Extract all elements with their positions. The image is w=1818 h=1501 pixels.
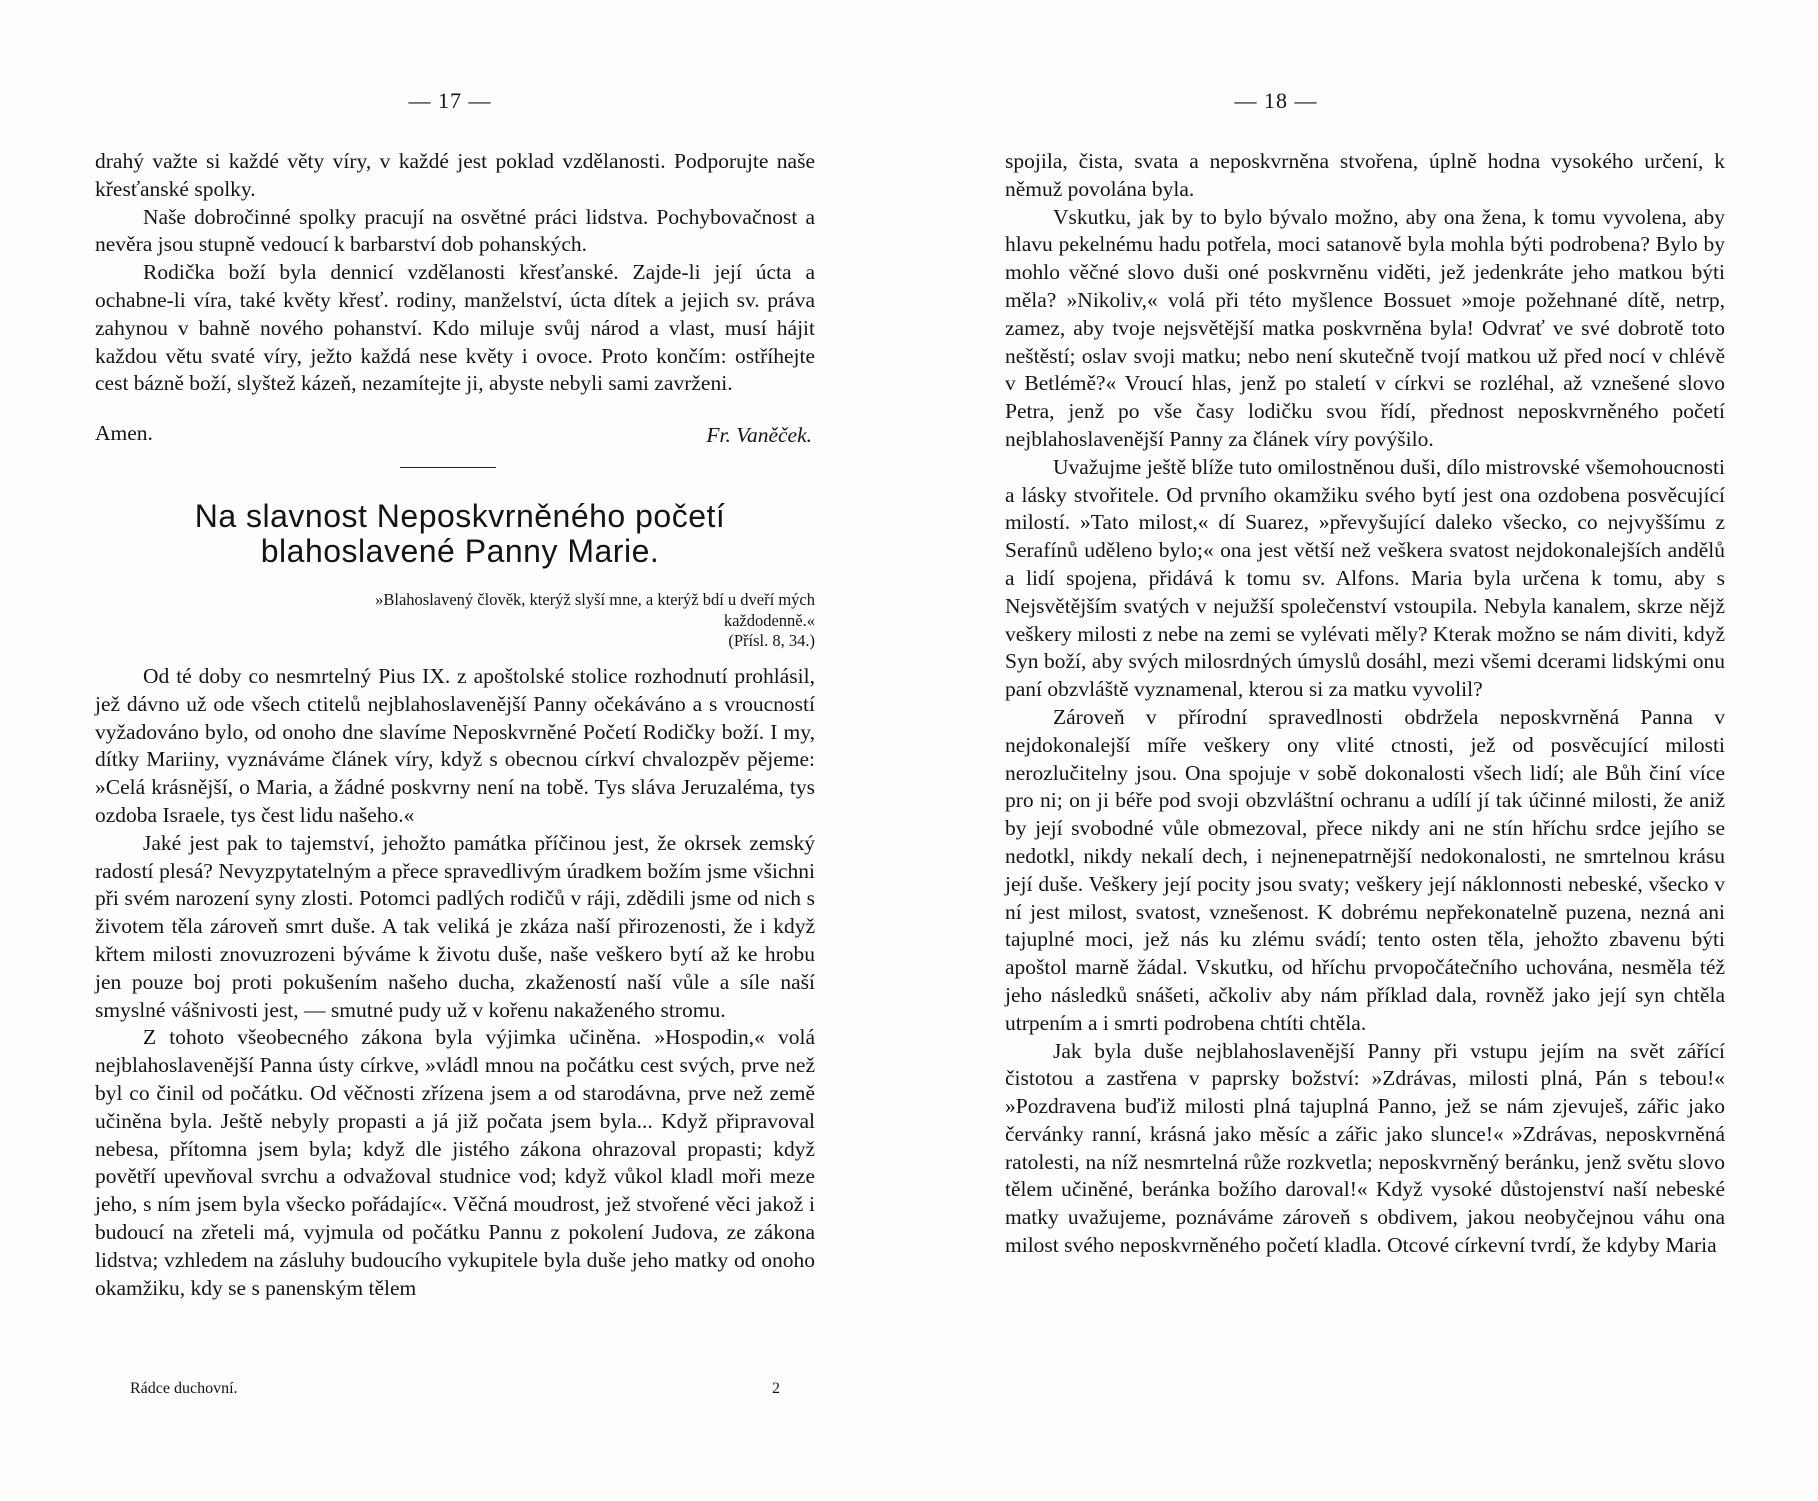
left-body-text: [95, 663, 815, 1302]
paragraph: drahý važte si každé věty víry, v každé jest poklad vzdělanosti. Podporujte naše křesťanské spolky.: [95, 149, 815, 201]
right-body-text: [1005, 148, 1725, 1260]
sheet-number: 2: [772, 1380, 780, 1397]
paragraph: spojila, čista, svata a neposkvrněna stvořena, úplně hodna vysokého určení, k němuž povolána byla.: [1005, 149, 1725, 201]
paragraph: Z tohoto všeobecného zákona byla výjimka učiněna. »Hospodin,« volá nejblahoslavenější Panna ústy církve, »vládl mnou na počátku cest svých, prve než byl co činil od počátku. Od věčnosti zřízena jsem a od starodávna, prve než země učiněna byla. Ještě nebyly propasti a já již počata jsem byla... Když připravoval nebesa, přítomna jsem byla; když dle jistého zákona ohrazoval propasti; když povětří upevňoval svrchu a odvažoval studnice vod; když vůkol kladl moři meze jeho, s ním jsem byla všecko pořádajíc«. Věčná moudrost, jež stvořené věci jakož i budoucí na zřeteli má, vyjmula od počátku Pannu z pokolení Judova, ze zákona lidstva; vzhledem na zásluhy budoucího vykupitele byla duše jeho matky od onoho okamžiku, kdy se s panenským tělem: [95, 1025, 815, 1300]
page-number: — 17 —: [408, 88, 492, 113]
paragraph: Vskutku, jak by to bylo bývalo možno, aby ona žena, k tomu vyvolena, aby hlavu pekelnému hadu potřela, moci satanově byla mohla býti podrobena? Bylo by mohlo věčné slovo duši oné poskvrněnu viděti, jež jedenkráte jeho matkou býti měla? »Nikoliv,« volá při této myšlence Bossuet »moje požehnané dítě, netrp, zamez, aby tvoje nejsvětější matka poskvrněna byla! Odvrať ve své dobrotě toto neštěstí; oslav svoji matku; nebo není skutečně tvojí matkou už před nocí v chlévě v Betlémě?« Vroucí hlas, jenž po staletí v církvi se rozléhal, až vznešené slovo Petra, jenž po vše časy lodičku svou řídí, přednost neposkvrněného početí nejblahoslavenější Panny za článek víry povýšilo.: [1005, 204, 1725, 451]
author-signature: Fr. Vaněček.: [706, 423, 812, 447]
paragraph: Jaké jest pak to tajemství, jehožto památka příčinou jest, že okrsek zemský radostí plesá? Nevyzpytatelným a přece spravedlivým úradkem božím jsme všichni při svém narození syny zlosti. Potomci padlých rodičů v ráji, zdědili jsme od nich s životem těla zároveň smrt duše. A tak veliká je zkáza naší přirozenosti, že i když křtem milosti znovuzrozeni býváme k životu duše, naše veškero bytí až ke hrobu jen pouze boj proti pokušením našeho ducha, zkažeností naší vůle a síle naší smyslné vášnivosti jest, — smutné pudy už v kořenu nakaženého stromu.: [95, 830, 815, 1022]
paragraph: Uvažujme ještě blíže tuto omilostněnou duši, dílo mistrovské všemohoucnosti a lásky stvořitele. Od prvního okamžiku svého bytí jest ona ozdobena posvěcující milostí. »Tato milost,« dí Suarez, »převyšující daleko všecko, co nejvyššímu z Serafínů uděleno bylo;« ona jest větší než veškera svatost nejdokonalejších andělů a lidí spojena, přidává k tomu sv. Alfons. Maria byla určena k tomu, aby s Nejsvětějším svatých v nejužší společenství vstoupila. Nebyla kanalem, skrze nějž veškery milosti z nebe na zemi se vylévati měly? Kterak možno se nám diviti, když Syn boží, aby svých milosrdných úmyslů dosáhl, mezi všemi dcerami lidskými onu paní obzvláště vyznamenal, kterou si za matku vyvolil?: [1005, 454, 1725, 702]
paragraph: Rodička boží byla dennicí vzdělanosti křesťanské. Zajde-li její úcta a ochabne-li víra, také květy křesť. rodiny, manželství, úcta dítek a jejich sv. práva zahynou v bahně nového pohanství. Kdo miluje svůj národ a vlast, musí hájit každou větu svaté víry, ježto každá nese květy i ovoce. Proto končím: ostříhejte cest bázně boží, slyštež kázeň, nezamítejte ji, abyste nebyli sami zavrženi.: [95, 260, 815, 396]
signature-mark: Rádce duchovní.: [130, 1380, 238, 1397]
page-number: — 18 —: [1234, 88, 1318, 113]
paragraph: Zároveň v přírodní spravedlnosti obdržela neposkvrněná Panna v nejdokonalejší míře veškery ony vlité ctnosti, jež od posvěcující milosti nerozlučitelny jsou. Ona spojuje v sobě dokonalosti všech lidí; ale Bůh činí více pro ni; on ji béře pod svoji obzvláštní ochranu a udílí jí tak účinné milosti, že aniž by její svobodné vůle obmezoval, přece nikdy ani ne stín hříchu srdce jejího se nedotkl, nikdy nekalí dech, i nejnenepatrnější nedokonalosti, ne smrtelnou krásu její duše. Veškery její pocity jsou svaty; veškery její náklonnosti nebeské, všecko v ní jest milost, svatost, vznešenost. K dobrému nepřekonatelně puzena, nezná ani tajuplné moci, jež nás ku zlému svádí; tento osten těla, jehožto zbavenu býti apoštol marně žádal. Vskutku, od hříchu prvopočátečního uchována, nesměla též jeho následků snášeti, ačkoliv aby nám příklad dala, rovněž jako její syn chtěla utrpením a i smrti podrobena chtíti chtěla.: [1005, 704, 1725, 1035]
epigraph-source: (Přísl. 8, 34.): [728, 631, 815, 650]
section-divider: [400, 467, 496, 468]
closing-word: Amen.: [95, 421, 153, 445]
epigraph-quote: »Blahoslavený člověk, kterýž slyší mne, a kterýž bdí u dveří mých každodenně.«: [375, 590, 815, 630]
right-page: [909, 0, 1818, 1501]
paragraph: Naše dobročinné spolky pracují na osvětné práci lidstva. Pochybovačnost a nevěra jsou stupně vedoucí k barbarství dob pohanských.: [95, 204, 815, 257]
left-top-text: [95, 148, 815, 398]
epigraph: [335, 590, 815, 652]
paragraph: Od té doby co nesmrtelný Pius IX. z apoštolské stolice rozhodnutí prohlásil, jež dávno už ode všech ctitelů nejblahoslavenější Panny očekáváno a s vroucností vyžadováno bylo, od onoho dne slavíme Neposkvrněné Početí Rodičky boží. I my, dítky Mariiny, vyznáváme článek víry, když s obecnou církví chvalozpěv pějeme: »Celá krásnější, o Maria, a žádné poskvrny není na tobě. Tys sláva Jeruzaléma, tys ozdoba Israele, tys čest lidu našeho.«: [95, 664, 815, 827]
paragraph: Jak byla duše nejblahoslavenější Panny při vstupu jejím na svět zářící čistotou a zastřena v paprsky božství: »Zdrávas, milosti plná, Pán s tebou!« »Pozdravena buďiž milosti plná tajuplná Panno, jež se nám zjevuješ, zářic jako červánky ranní, krásná jako měsíc a zářic jako slunce!« »Zdrávas, neposkvrněná ratolesti, na níž nesmrtelná růže rozkvetla; neposkvrněný beránku, jenž světu slovo tělem učiněné, beránka božího daroval!« Když vysoké důstojenství naší nebeské matky uvažujeme, poznáváme zároveň s obdivem, jakou neobyčejnou váhu ona milost svého neposkvrněného početí kladla. Otcové církevní tvrdí, že kdyby Maria: [1005, 1038, 1725, 1258]
article-title: Na slavnost Neposkvrněného početí blahoslavené Panny Marie.: [194, 498, 726, 569]
